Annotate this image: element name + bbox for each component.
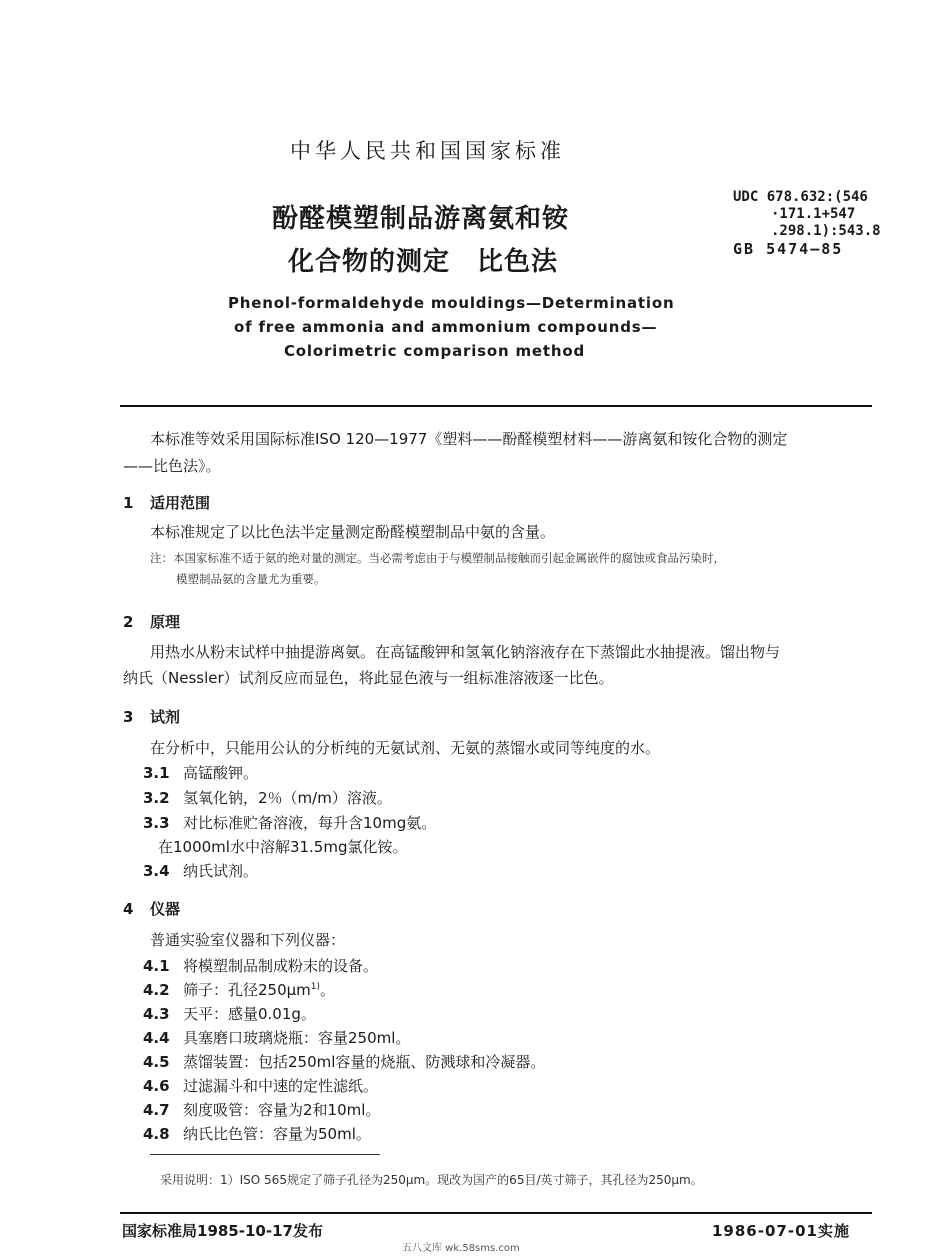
- section4-title: 仪器: [150, 900, 181, 918]
- list-item: [143, 1003, 316, 1024]
- item-text: 纳氏试剂。: [183, 862, 259, 880]
- item-text: 蒸馏装置：包括250ml容量的烧瓶、防溅球和冷凝器。: [183, 1053, 546, 1071]
- section1-text: 本标准规定了以比色法半定量测定酚醛模塑制品中氨的含量。: [150, 523, 556, 541]
- list-item: [158, 836, 408, 857]
- list-item: [143, 1075, 378, 1096]
- list-item: [143, 1027, 410, 1048]
- list-item: [143, 955, 378, 976]
- header-divider: [120, 405, 872, 407]
- section4-heading: [123, 898, 180, 919]
- item-text: 刻度吸管：容量为2和10ml。: [183, 1101, 381, 1119]
- section2-line1: 用热水从粉末试样中抽提游离氨。在高锰酸钾和氢氧化钠溶液存在下蒸馏此水抽提液。馏出物与: [150, 643, 781, 661]
- item-number: 4.8: [143, 1125, 170, 1143]
- issued-date: 国家标准局1985-10-17发布: [122, 1222, 323, 1240]
- list-item: [143, 812, 436, 833]
- title-en-line2: of free ammonia and ammonium compounds—: [234, 318, 658, 336]
- udc-code-line2: ·171.1+547: [771, 206, 856, 222]
- title-en-line1: Phenol-formaldehyde mouldings—Determination: [228, 294, 675, 312]
- list-item: [143, 979, 335, 1000]
- item-number: 3.2: [143, 789, 170, 807]
- item-number: 4.3: [143, 1005, 170, 1023]
- item-text: 氢氧化钠，2％（m/m）溶液。: [183, 789, 392, 807]
- section4-intro: 普通实验室仪器和下列仪器：: [150, 931, 346, 949]
- item-number: 4.1: [143, 957, 170, 975]
- title-en-line3: Colorimetric comparison method: [284, 342, 585, 360]
- item-text: 将模塑制品制成粉末的设备。: [183, 957, 379, 975]
- item-text: 纳氏比色管：容量为50ml。: [183, 1125, 371, 1143]
- item-number: 4.7: [143, 1101, 170, 1119]
- item-text: 具塞磨口玻璃烧瓶：容量250ml。: [183, 1029, 411, 1047]
- list-item: [143, 787, 392, 808]
- intro-line2: ——比色法》。: [123, 457, 221, 475]
- item-text: 筛子：孔径250μm: [183, 981, 311, 999]
- section4-number: 4: [123, 900, 134, 918]
- udc-code-line3: .298.1):543.8: [771, 223, 881, 239]
- title-zh-line1: 酚醛模塑制品游离氨和铵: [272, 204, 570, 234]
- section2-line2: 纳氏（Nessler）试剂反应而显色，将此显色液与一组标准溶液逐一比色。: [123, 669, 614, 687]
- footnote-divider: [150, 1154, 380, 1155]
- section1-number: 1: [123, 494, 134, 512]
- udc-code-line1: UDC 678.632:(546: [733, 189, 868, 205]
- national-standard-heading: 中华人民共和国国家标准: [290, 139, 565, 163]
- section2-title: 原理: [150, 613, 181, 631]
- section3-intro: 在分析中，只能用公认的分析纯的无氨试剂、无氨的蒸馏水或同等纯度的水。: [150, 739, 661, 757]
- section2-number: 2: [123, 613, 134, 631]
- section1-note-line1: 注：本国家标准不适于氨的绝对量的测定。当必需考虑由于与模塑制品接触而引起金属嵌件的腐蚀或食品污染时，: [150, 551, 725, 565]
- list-item: [143, 762, 258, 783]
- item-text: 高锰酸钾。: [183, 764, 259, 782]
- item-number: 4.4: [143, 1029, 170, 1047]
- item-text: 对比标准贮备溶液，每升含10mg氨。: [183, 814, 437, 832]
- item-number: 4.5: [143, 1053, 170, 1071]
- footer-divider: [120, 1212, 872, 1214]
- item-number: 4.2: [143, 981, 170, 999]
- watermark-text: 五八文库 wk.58sms.com: [402, 1243, 520, 1254]
- item-text: 过滤漏斗和中速的定性滤纸。: [183, 1077, 379, 1095]
- section2-heading: [123, 611, 180, 632]
- list-item: [143, 860, 258, 881]
- item-number: 4.6: [143, 1077, 170, 1095]
- footnote: 采用说明：1）ISO 565规定了筛子孔径为250μm。现改为国产的65目/英寸筛子，其孔径为250μm。: [160, 1173, 703, 1187]
- section3-heading: [123, 706, 180, 727]
- section1-title: 适用范围: [150, 494, 211, 512]
- item-number: 3.3: [143, 814, 170, 832]
- section3-number: 3: [123, 708, 134, 726]
- list-item: [143, 1123, 371, 1144]
- section1-heading: [123, 492, 210, 513]
- title-zh-line2: 化合物的测定 比色法: [288, 247, 559, 277]
- intro-line1: 本标准等效采用国际标准ISO 120—1977《塑料——酚醛模塑材料——游离氨和铵化合物的测定: [150, 430, 788, 448]
- item-text: 天平：感量0.01g。: [183, 1005, 316, 1023]
- section3-title: 试剂: [150, 708, 181, 726]
- item-text: 在1000ml水中溶解31.5mg氯化铵。: [158, 838, 408, 856]
- section1-note-line2: 模塑制品氨的含量尤为重要。: [176, 572, 326, 586]
- list-item: [143, 1051, 545, 1072]
- effective-date: 1986-07-01实施: [712, 1222, 850, 1240]
- item-text-tail: 。: [320, 981, 336, 999]
- footnote-marker: 1): [310, 982, 321, 992]
- item-number: 3.4: [143, 862, 170, 880]
- item-number: 3.1: [143, 764, 170, 782]
- list-item: [143, 1099, 380, 1120]
- gb-number: GB 5474—85: [733, 240, 844, 258]
